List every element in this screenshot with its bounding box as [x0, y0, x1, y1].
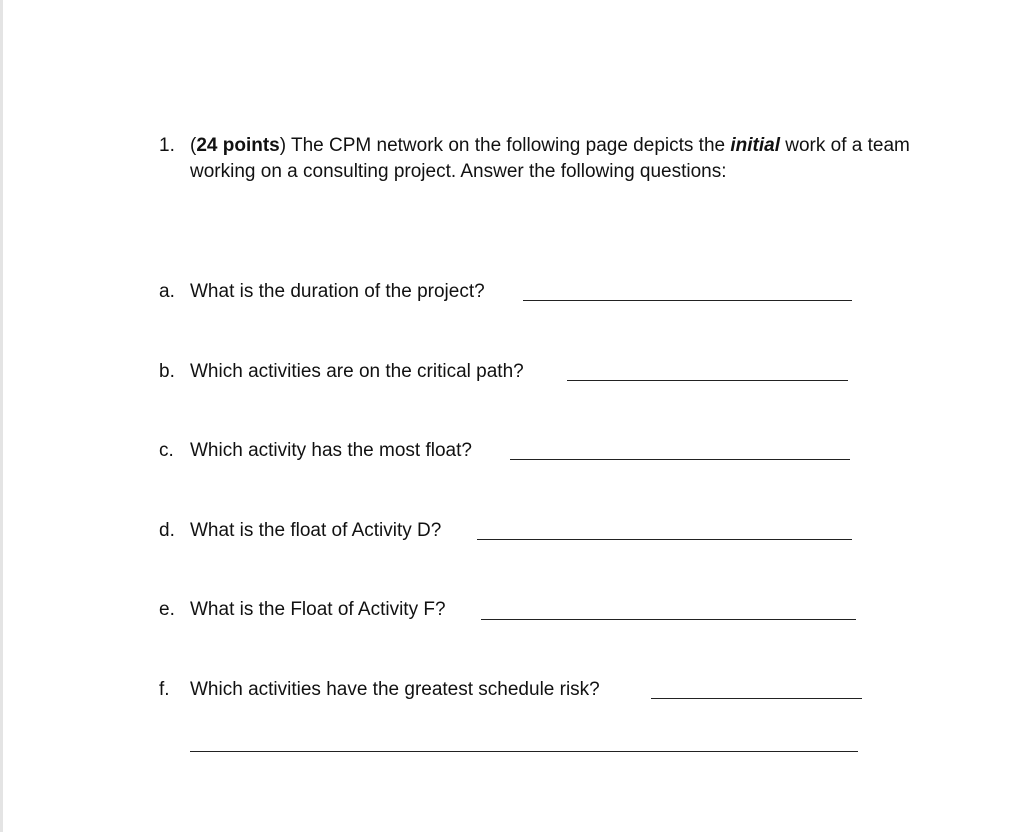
- answer-line-f-continued[interactable]: [190, 751, 858, 752]
- part-f-letter: f.: [159, 679, 170, 700]
- page-edge: [0, 0, 3, 832]
- part-c-letter: c.: [159, 440, 174, 461]
- part-e-text: What is the Float of Activity F?: [190, 599, 446, 620]
- question-prompt: (24 points) The CPM network on the following page depicts the initial work of a team working on a consulting project. Answer the following questions:: [190, 135, 910, 182]
- answer-line-a[interactable]: [523, 300, 852, 301]
- part-f-text: Which activities have the greatest schedule risk?: [190, 679, 600, 700]
- part-d-letter: d.: [159, 520, 175, 541]
- part-d-text: What is the float of Activity D?: [190, 520, 442, 541]
- question-text-before: The CPM network on the following page depicts the: [291, 135, 731, 156]
- part-b-text: Which activities are on the critical path?: [190, 361, 524, 382]
- question-points: 24 points: [196, 135, 280, 156]
- part-b-letter: b.: [159, 361, 175, 382]
- part-e-letter: e.: [159, 599, 175, 620]
- answer-line-b[interactable]: [567, 380, 848, 381]
- question-emphasis: initial: [730, 135, 780, 156]
- answer-line-d[interactable]: [477, 539, 852, 540]
- answer-line-f[interactable]: [651, 698, 862, 699]
- part-a-letter: a.: [159, 281, 175, 302]
- question-number: 1.: [159, 135, 175, 156]
- part-c-text: Which activity has the most float?: [190, 440, 472, 461]
- question-text-after: work of a team working on a consulting project. Answer the following questions:: [190, 135, 910, 182]
- answer-line-e[interactable]: [481, 619, 856, 620]
- part-a-text: What is the duration of the project?: [190, 281, 485, 302]
- answer-line-c[interactable]: [510, 459, 850, 460]
